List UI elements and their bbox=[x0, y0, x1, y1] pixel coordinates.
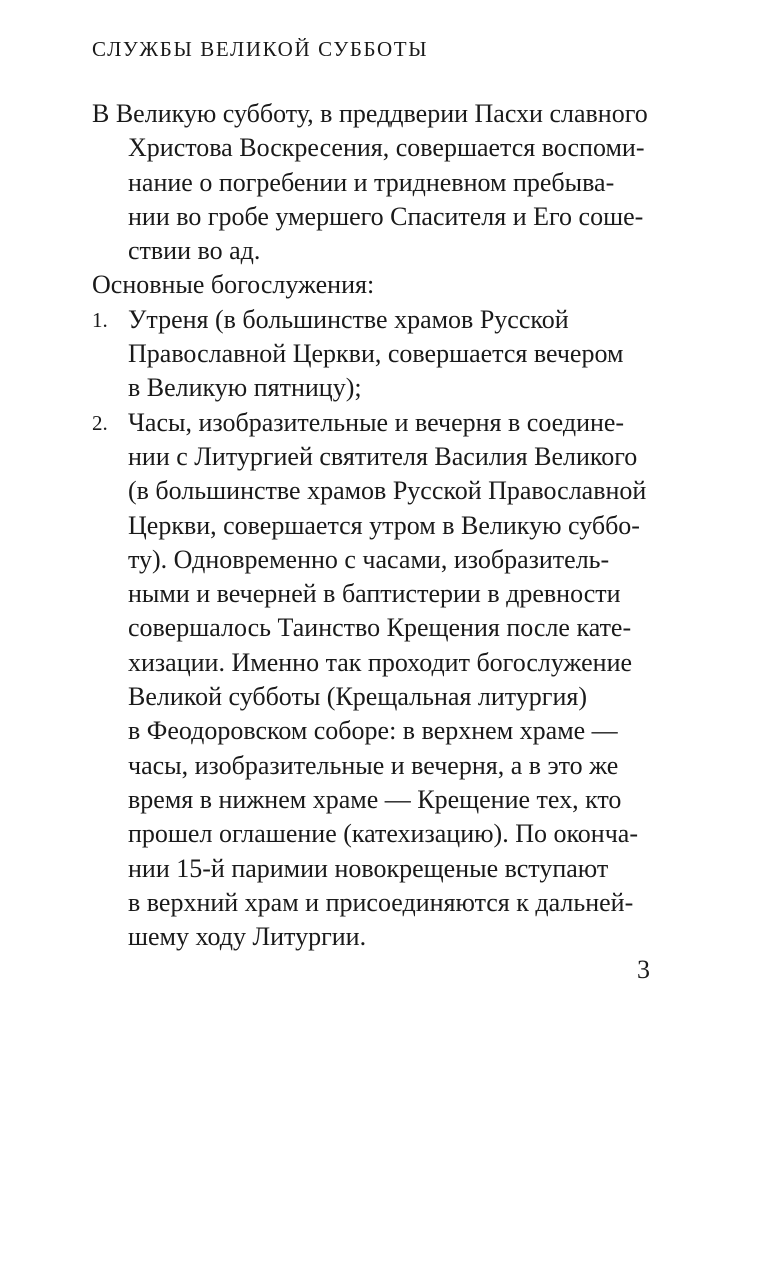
text-line: нание о погребении и тридневном пребыва- bbox=[128, 167, 615, 197]
text-line: время в нижнем храме — Крещение тех, кто bbox=[128, 784, 622, 814]
text-line: Великой субботы (Крещальная литургия) bbox=[128, 682, 587, 712]
text-line: Православной Церкви, совершается вечером bbox=[128, 339, 624, 369]
text-line: ными и вечерней в баптистерии в древности bbox=[128, 579, 621, 609]
text-line: в Феодоровском соборе: в верхнем храме — bbox=[128, 716, 618, 746]
list-item-number: 1. bbox=[92, 307, 108, 332]
text-line: ствии во ад. bbox=[128, 236, 261, 266]
page-number: 3 bbox=[637, 955, 650, 984]
text-line: часы, изобразительные и вечерня, а в это же bbox=[128, 750, 619, 780]
text-line: совершалось Таинство Крещения после кате- bbox=[128, 613, 632, 643]
body-text bbox=[92, 97, 682, 954]
list-item bbox=[92, 303, 682, 406]
text-line: Христова Воскресения, совершается воспоми- bbox=[128, 133, 645, 163]
intro-paragraph bbox=[92, 97, 682, 268]
text-line: нии 15-й паримии новокрещеные вступают bbox=[128, 853, 609, 883]
text-line: шему ходу Литургии. bbox=[128, 922, 367, 952]
list-item bbox=[92, 406, 682, 955]
list-item-text: Часы, изобразительные и вечерня в соедине- bbox=[128, 407, 625, 437]
services-heading: Основные богослужения: bbox=[92, 270, 375, 300]
text-line: нии с Литургией святителя Василия Великого bbox=[128, 441, 638, 471]
text-line: в верхний храм и присоединяются к дальней- bbox=[128, 887, 634, 917]
text-line: В Великую субботу, в преддверии Пасхи славного bbox=[92, 99, 648, 128]
list-item-number: 2. bbox=[92, 410, 108, 435]
text-line: прошел оглашение (катехизацию). По оконча- bbox=[128, 819, 638, 849]
text-line: Церкви, совершается утром в Великую суббо- bbox=[128, 510, 640, 540]
text-line: (в большинстве храмов Русской Православной bbox=[128, 476, 647, 506]
text-line: ту). Одновременно с часами, изобразитель- bbox=[128, 544, 610, 574]
list-item-text: Утреня (в большинстве храмов Русской bbox=[128, 304, 569, 334]
text-line bbox=[92, 303, 682, 337]
text-line: нии во гробе умершего Спасителя и Его соше- bbox=[128, 201, 644, 231]
text-line bbox=[92, 406, 682, 440]
running-head: СЛУЖБЫ ВЕЛИКОЙ СУББОТЫ bbox=[92, 37, 429, 61]
text-line: хизации. Именно так проходит богослужение bbox=[128, 647, 633, 677]
text-line: в Великую пятницу); bbox=[128, 373, 362, 403]
